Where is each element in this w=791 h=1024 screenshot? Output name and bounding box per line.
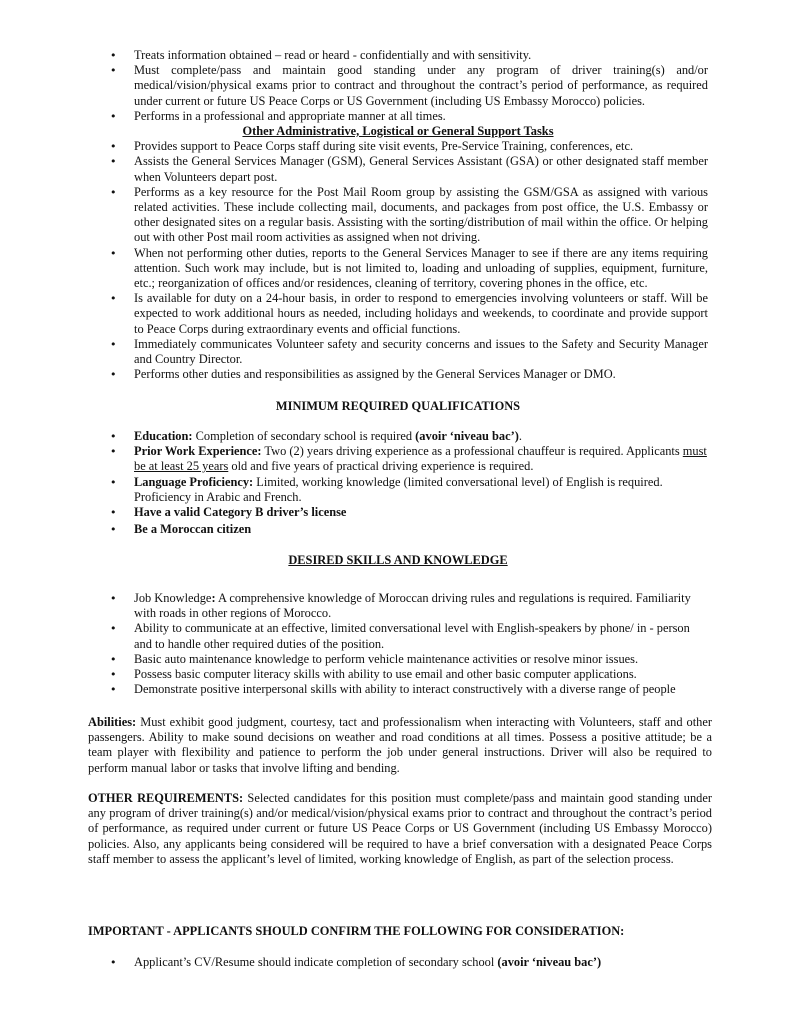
- important-section: [88, 955, 708, 970]
- important-list: [88, 955, 708, 970]
- desired-skills-heading: DESIRED SKILLS AND KNOWLEDGE: [288, 553, 508, 567]
- duties-section: [88, 48, 708, 382]
- work-text-1: Two (2) years driving experience as a professional chauffeur is required. Applicants: [261, 444, 683, 459]
- admin-tasks-list: [88, 139, 708, 382]
- education-end: .: [518, 429, 522, 443]
- list-item: • Basic auto maintenance knowledge to perform vehicle maintenance activities or resolve minor issues.: [88, 652, 708, 667]
- qualifications-list: [88, 429, 708, 537]
- list-item: [88, 591, 708, 621]
- work-underline: must be at least 25 years: [134, 444, 707, 474]
- job-knowledge-colon: :: [211, 591, 216, 605]
- language-label: Language Proficiency:: [134, 474, 254, 489]
- list-item: [88, 522, 708, 537]
- license-requirement: Have a valid Category B driver’s license: [134, 505, 347, 520]
- duties-list: [88, 48, 708, 124]
- desired-skills-section: [88, 591, 708, 697]
- desired-skills-list: [88, 591, 708, 697]
- list-item: • Possess basic computer literacy skills with ability to use email and other basic computer applications.: [88, 667, 708, 682]
- list-item: • Is available for duty on a 24-hour basis, in order to respond to emergencies involving volunteers or staff. Will be expected to work additional hours as needed, including holidays and weekends, to coordinate and provide support to Peace Corps during extraordinary events and official functions.: [88, 291, 708, 337]
- job-knowledge-text: A comprehensive knowledge of Moroccan driving rules and regulations is required. Familiarity with roads in other regions of Morocco.: [134, 591, 691, 621]
- list-item: • Demonstrate positive interpersonal skills with ability to interact constructively with a diverse range of people: [88, 682, 708, 697]
- admin-tasks-heading: Other Administrative, Logistical or General Support Tasks: [242, 124, 554, 139]
- list-item: [88, 955, 708, 970]
- list-item: [88, 475, 708, 505]
- important-heading: IMPORTANT - APPLICANTS SHOULD CONFIRM THE FOLLOWING FOR CONSIDERATION:: [88, 924, 625, 938]
- important-text: Applicant’s CV/Resume should indicate completion of secondary school: [134, 955, 498, 969]
- other-requirements-label: OTHER REQUIREMENTS:: [88, 791, 244, 805]
- other-requirements-text: Selected candidates for this position must complete/pass and maintain good standing under any program of driver training(s) and/or medical/vision/physical exams prior to contract and throughout the contract’s period of performance, as required under current or future US Peace Corps or US Government (including US Embassy Morocco) policies. Also, any applicants being considered will be required to have a brief conversation with a designated Peace Corps staff member to assess the applicant’s level of limited, working knowledge of English, as part of the selection process.: [88, 791, 713, 866]
- list-item: • Performs other duties and responsibilities as assigned by the General Services Manager or DMO.: [88, 367, 708, 382]
- list-item: [88, 444, 708, 474]
- abilities-paragraph: [88, 715, 712, 776]
- education-text: Completion of secondary school is required: [192, 429, 416, 443]
- list-item: • Performs as a key resource for the Post Mail Room group by assisting the GSM/GSA as assigned with various related activities. These include collecting mail, documents, and packages from post office, the U.S. Embassy or other designated sites on a regular basis. Assisting with the sorting/distribution of mail within the office. Or helping out with other Post mail room activities as assigned when not driving.: [88, 185, 708, 246]
- list-item: • When not performing other duties, reports to the General Services Manager to see if there are any items requiring attention. Such work may include, but is not limited to, loading and unloading of supplies, equipment, furniture, etc.; reorganization of offices and/or residences, cleaning of territory, covering phones in the office, etc.: [88, 246, 708, 292]
- job-knowledge-label: Job Knowledge: [134, 591, 212, 605]
- qualifications-section: [88, 429, 708, 537]
- important-bold: (avoir ‘niveau bac’): [497, 955, 602, 969]
- list-item: • Ability to communicate at an effective, limited conversational level with English-speakers by phone/ in - person and to handle other required duties of the position.: [88, 621, 708, 651]
- education-bold: (avoir ‘niveau bac’): [415, 429, 519, 443]
- list-item: • Provides support to Peace Corps staff during site visit events, Pre-Service Training, conferences, etc.: [88, 139, 708, 154]
- abilities-text: Must exhibit good judgment, courtesy, tact and professionalism when interacting with Volunteers, staff and other passengers. Ability to make sound decisions on weather and road conditions at all times. Possess a positive attitude; be a team player with flexibility and patience to perform the job under general instructions. Driver will also be required to perform manual labor or tasks that involve lifting and bending.: [88, 715, 712, 775]
- citizen-requirement: Be a Moroccan citizen: [134, 522, 252, 537]
- list-item: • Immediately communicates Volunteer safety and security concerns and issues to the Safety and Security Manager and Country Director.: [88, 337, 708, 367]
- list-item: [88, 505, 708, 520]
- language-text: Limited, working knowledge (limited conversational level) of English is required. Proficiency in Arabic and French.: [134, 474, 663, 504]
- list-item: • Must complete/pass and maintain good standing under any program of driver training(s) and/or medical/vision/physical exams prior to contract and throughout the contract’s period of performance, as required under current or future US Peace Corps or US Government (including US Embassy Morocco) policies.: [88, 63, 708, 109]
- work-text-2: old and five years of practical driving experience is required.: [228, 459, 534, 474]
- work-label: Prior Work Experience:: [134, 444, 262, 459]
- other-requirements-paragraph: [88, 791, 712, 867]
- list-item: • Assists the General Services Manager (GSM), General Services Assistant (GSA) or other designated staff member when Volunteers depart post.: [88, 154, 708, 184]
- education-label: Education:: [134, 429, 193, 443]
- list-item: [88, 429, 708, 444]
- list-item: • Treats information obtained – read or heard - confidentially and with sensitivity.: [88, 48, 708, 63]
- abilities-label: Abilities:: [88, 715, 137, 729]
- min-qualifications-heading: MINIMUM REQUIRED QUALIFICATIONS: [275, 399, 521, 413]
- list-item: • Performs in a professional and appropriate manner at all times.: [88, 109, 708, 124]
